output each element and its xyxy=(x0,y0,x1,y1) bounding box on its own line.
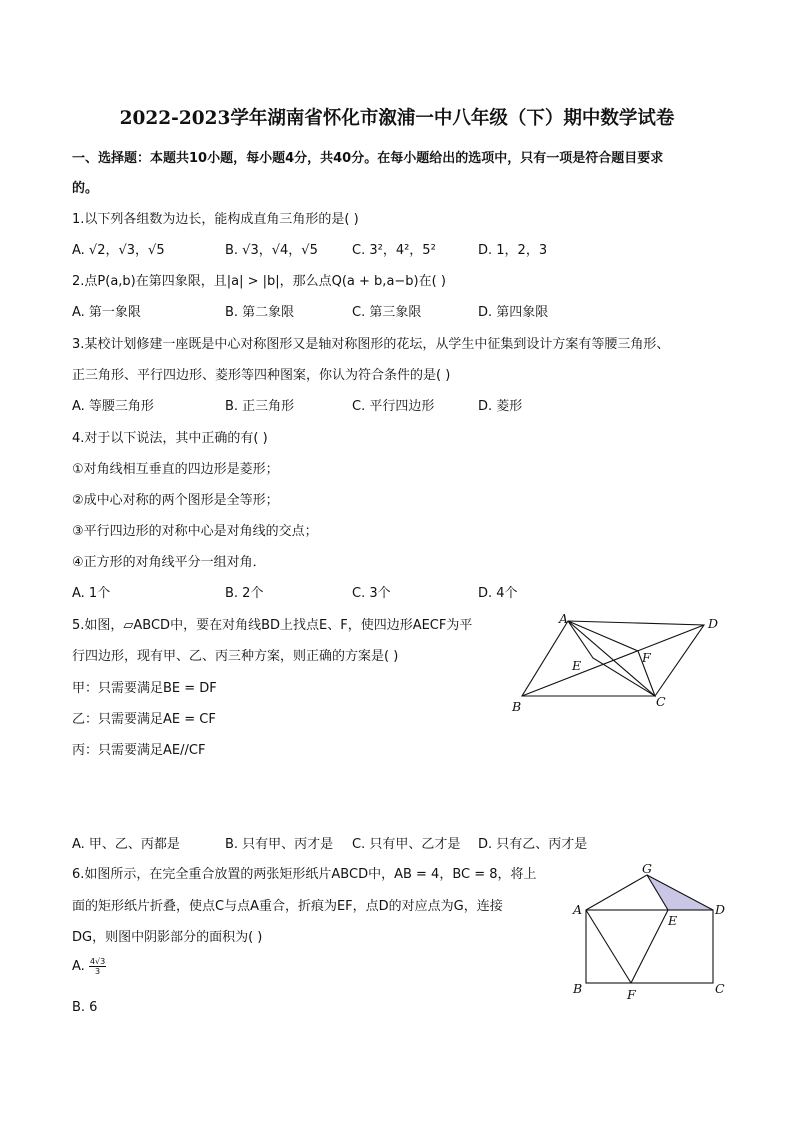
q5-label-a: A xyxy=(559,611,569,626)
q5-option-d: D. 只有乙、丙才是 xyxy=(478,837,588,852)
q4-option-a: A. 1个 xyxy=(72,586,111,601)
q2-option-a: A. 第一象限 xyxy=(72,305,141,320)
q2-option-b: B. 第二象限 xyxy=(225,305,295,320)
q5-label-b: B xyxy=(512,699,522,714)
q6-label-f: F xyxy=(627,987,636,1002)
q3-option-b: B. 正三角形 xyxy=(225,399,295,414)
q4-statement-2: ②成中心对称的两个图形是全等形； xyxy=(72,493,279,508)
q6-label-e: E xyxy=(668,913,678,928)
q5-option-b: B. 只有甲、丙才是 xyxy=(225,837,334,852)
q4-statement-1: ①对角线相互垂直的四边形是菱形； xyxy=(72,462,279,477)
q6-folded-rectangle-figure xyxy=(565,855,735,1005)
q6-label-g: G xyxy=(642,861,652,876)
q6-label-c: C xyxy=(715,981,725,996)
q3-option-c: C. 平行四边形 xyxy=(352,399,435,414)
question-1-stem: 1.以下列各组数为边长，能构成直角三角形的是( ) xyxy=(72,212,359,227)
parallelogram-abcd xyxy=(522,621,704,696)
fraction-denominator: 3 xyxy=(95,967,101,976)
q4-option-d: D. 4个 xyxy=(478,586,518,601)
q6-option-a xyxy=(72,957,106,976)
q5-label-c: C xyxy=(656,694,666,709)
section-header: 一、选择题：本题共10小题，每小题4分，共40分。在每小题给出的选项中，只有一项是符合题目要求 xyxy=(72,151,664,166)
q6-label-b: B xyxy=(573,981,583,996)
q5-option-a: A. 甲、乙、丙都是 xyxy=(72,837,180,852)
q4-option-b: B. 2个 xyxy=(225,586,264,601)
q6-option-a-fraction xyxy=(89,957,106,976)
page-title: 2022-2023学年湖南省怀化市溆浦一中八年级（下）期中数学试卷 xyxy=(119,108,675,129)
q2-option-c: C. 第三象限 xyxy=(352,305,422,320)
q1-option-b: B. √3，√4，√5 xyxy=(225,243,318,258)
q5-plan-bing: 丙：只需要满足AE//CF xyxy=(72,743,206,758)
question-4-stem: 4.对于以下说法，其中正确的有( ) xyxy=(72,431,268,446)
q5-option-c: C. 只有甲、乙才是 xyxy=(352,837,461,852)
q1-option-d: D. 1，2，3 xyxy=(478,243,548,258)
crease-ef xyxy=(631,910,668,983)
question-6-stem-cont: 面的矩形纸片折叠，使点C与点A重合，折痕为EF，点D的对应点为G，连接 xyxy=(72,899,503,914)
q3-option-a: A. 等腰三角形 xyxy=(72,399,154,414)
section-header-cont: 的。 xyxy=(72,181,99,196)
q5-label-f: F xyxy=(642,650,651,665)
question-5-stem: 5.如图，▱ABCD中，要在对角线BD上找点E、F，使四边形AECF为平 xyxy=(72,618,473,633)
q6-option-b: B. 6 xyxy=(72,1000,98,1015)
q4-statement-3: ③平行四边形的对称中心是对角线的交点； xyxy=(72,524,318,539)
fraction-numerator: 4√3 xyxy=(89,957,106,966)
q6-label-d: D xyxy=(715,902,726,917)
q5-parallelogram-figure xyxy=(500,608,730,718)
q4-statement-4: ④正方形的对角线平分一组对角． xyxy=(72,555,266,570)
question-2-stem: 2.点P(a,b)在第四象限，且|a| > |b|，那么点Q(a + b,a−b)在( ) xyxy=(72,274,446,289)
q2-option-d: D. 第四象限 xyxy=(478,305,549,320)
question-6-stem-cont2: DG，则图中阴影部分的面积为( ) xyxy=(72,930,263,945)
question-3-stem-cont: 正三角形、平行四边形、菱形等四种图案，你认为符合条件的是( ) xyxy=(72,368,451,383)
q1-option-a: A. √2，√3，√5 xyxy=(72,243,165,258)
q5-label-e: E xyxy=(572,658,582,673)
q5-label-d: D xyxy=(708,616,719,631)
question-6-stem: 6.如图所示，在完全重合放置的两张矩形纸片ABCD中，AB = 4，BC = 8，将上 xyxy=(72,867,537,882)
segment-af xyxy=(586,910,631,983)
q5-plan-yi: 乙：只需要满足AE = CF xyxy=(72,712,216,727)
q5-plan-jia: 甲：只需要满足BE = DF xyxy=(72,681,217,696)
question-5-stem-cont: 行四边形，现有甲、乙、丙三种方案，则正确的方案是( ) xyxy=(72,649,399,664)
question-3-stem: 3.某校计划修建一座既是中心对称图形又是轴对称图形的花坛，从学生中征集到设计方案有等腰三角形、 xyxy=(72,337,670,352)
q6-option-a-prefix: A. xyxy=(72,959,85,974)
q6-label-a: A xyxy=(573,902,583,917)
q4-option-c: C. 3个 xyxy=(352,586,391,601)
q3-option-d: D. 菱形 xyxy=(478,399,523,414)
q1-option-c: C. 3²，4²，5² xyxy=(352,243,436,258)
